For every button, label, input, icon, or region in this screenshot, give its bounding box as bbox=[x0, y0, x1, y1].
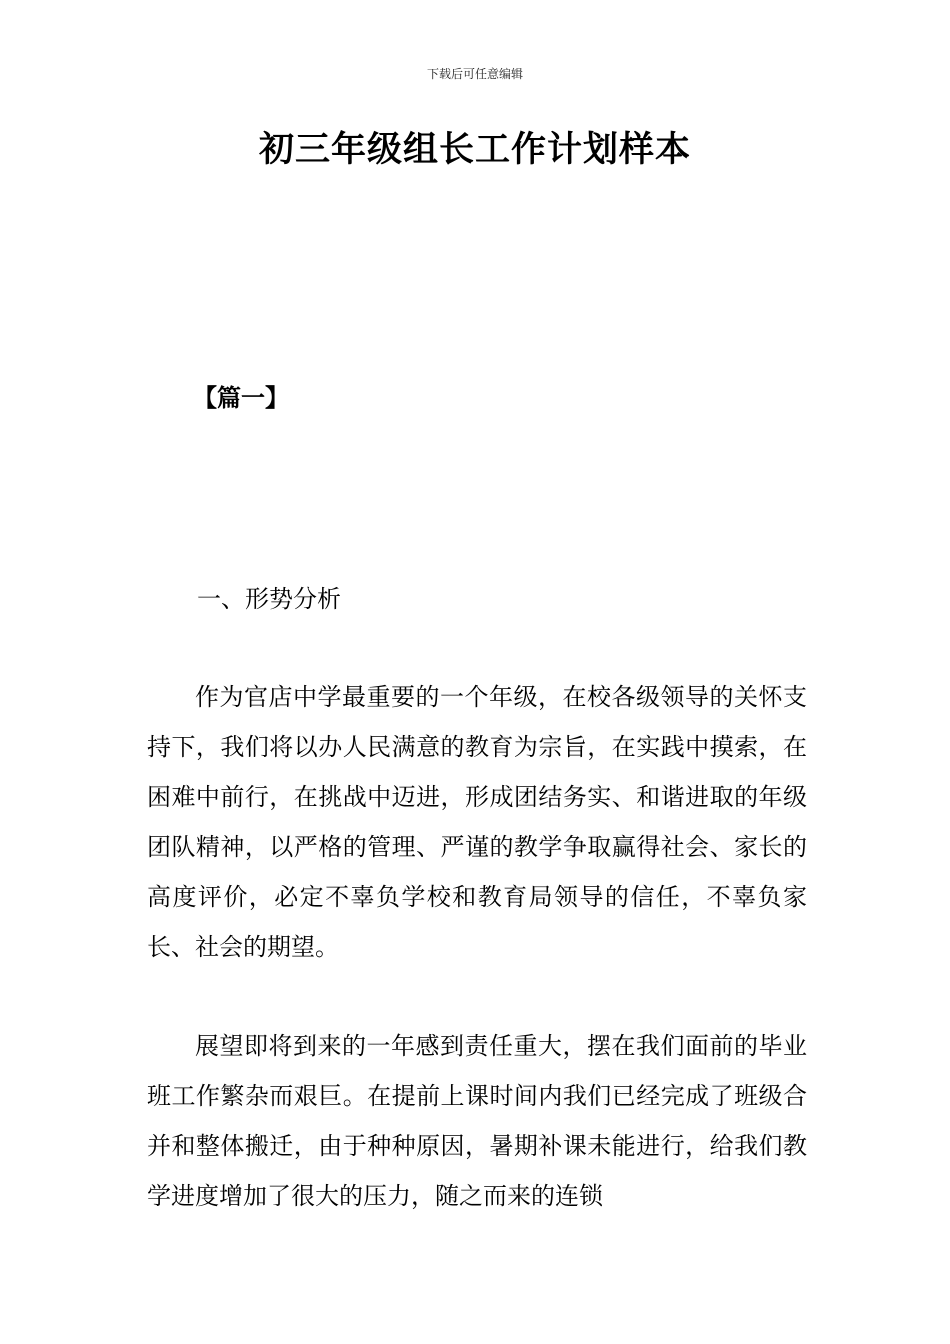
section-tag: 【篇一】 bbox=[193, 384, 289, 412]
body-paragraph: 作为官店中学最重要的一个年级，在校各级领导的关怀支持下，我们将以办人民满意的教育为宗旨，在实践中摸索，在困难中前行，在挑战中迈进，形成团结务实、和谐进取的年级团队精神，以严格的管理、严谨的教学争取赢得社会、家长的高度评价，必定不辜负学校和教育局领导的信任，不辜负家长、社会的期望。 bbox=[147, 683, 807, 961]
document-title: 初三年级组长工作计划样本 bbox=[258, 130, 691, 170]
header-note: 下载后可任意编辑 bbox=[426, 67, 523, 81]
body-paragraph: 展望即将到来的一年感到责任重大，摆在我们面前的毕业班工作繁杂而艰巨。在提前上课时间内我们已经完成了班级合并和整体搬迁，由于种种原因，暑期补课未能进行，给我们教学进度增加了很大的压力，随之而来的连锁 bbox=[147, 1032, 807, 1210]
section-subheading: 一、形势分析 bbox=[197, 585, 341, 613]
